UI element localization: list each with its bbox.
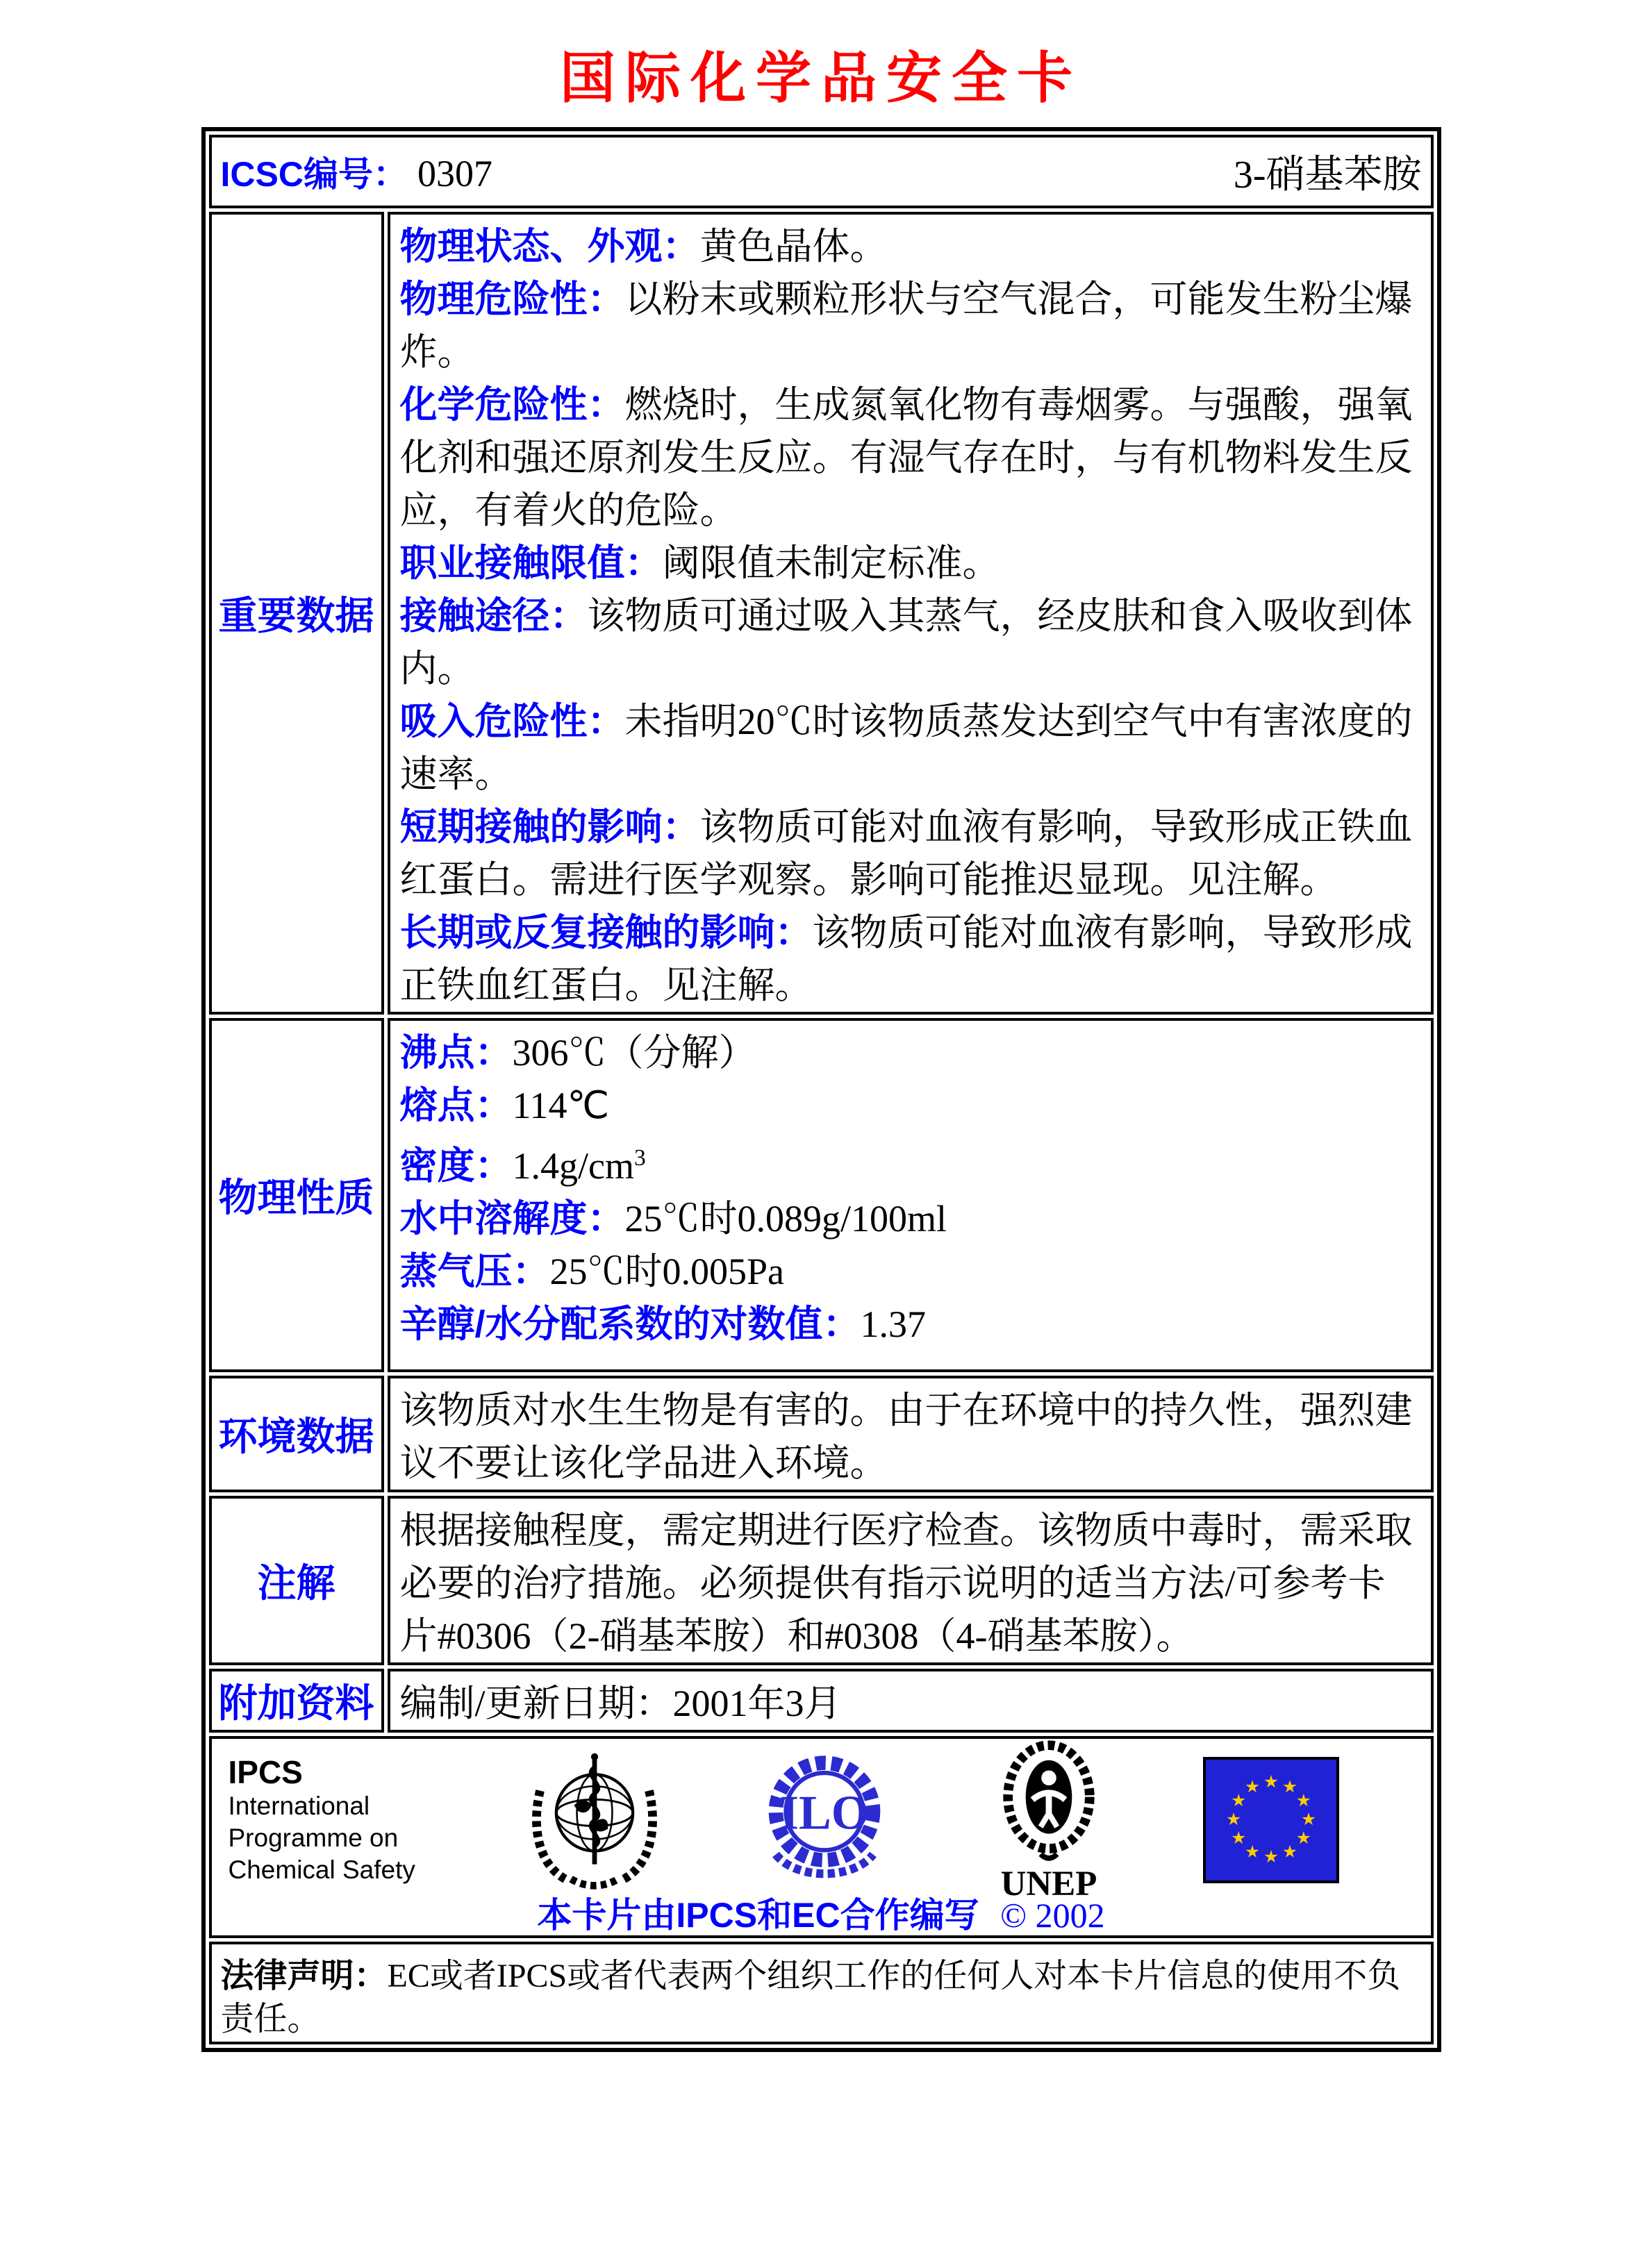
important-data-content (388, 212, 1434, 1015)
field-label: 密度： (399, 1145, 513, 1187)
logos-row (209, 1736, 1434, 1938)
field-octanol-water-coefficient (400, 1298, 1420, 1351)
credit-text: 本卡片由IPCS和EC合作编写 (537, 1896, 979, 1935)
field-value: 25℃时0.089g/100ml (624, 1198, 947, 1240)
field-value: 25℃时0.005Pa (549, 1251, 784, 1292)
ipcs-line-3: Chemical Safety (228, 1855, 415, 1884)
field-exposure-routes (400, 590, 1420, 695)
field-value: 该物质可通过吸入其蒸气，经皮肤和食入吸收到体内。 (399, 595, 1413, 690)
notes-row (209, 1496, 1434, 1665)
field-physical-state (400, 220, 1420, 273)
header-row (209, 135, 1434, 208)
ipcs-line-1: International (228, 1791, 370, 1820)
field-label: 接触途径： (399, 595, 588, 637)
field-value: 未指明20℃时该物质蒸发达到空气中有害浓度的速率。 (399, 701, 1413, 795)
ipcs-line-2: Programme on (228, 1823, 399, 1852)
safety-card-table (201, 127, 1441, 2052)
field-inhalation-risk (400, 695, 1420, 801)
eu-flag-icon (1202, 1756, 1341, 1885)
legal-cell (209, 1942, 1434, 2044)
field-value: 以粉末或颗粒形状与空气混合，可能发生粉尘爆炸。 (399, 278, 1413, 373)
icsc-number-group (221, 147, 492, 197)
field-label: 物理危险性： (399, 278, 625, 320)
copyright-text: © 2002 (1000, 1896, 1105, 1935)
who-emblem-icon (521, 1746, 668, 1894)
additional-info-text: 编制/更新日期：2001年3月 (399, 1683, 842, 1724)
field-label: 辛醇/水分配系数的对数值： (399, 1303, 861, 1345)
field-value: 该物质可能对血液有影响，导致形成正铁血红蛋白。见注解。 (399, 912, 1413, 1006)
field-label: 蒸气压： (399, 1251, 550, 1292)
field-value: 燃烧时，生成氮氧化物有毒烟雾。与强酸，强氧化剂和强还原剂发生反应。有湿气存在时，与有机物料发生反应，有着火的危险。 (399, 384, 1413, 531)
credit-line (212, 1895, 1431, 1935)
additional-info-row (209, 1669, 1434, 1733)
field-value: 该物质可能对血液有影响，导致形成正铁血红蛋白。需进行医学观察。影响可能推迟显现。见注解。 (399, 806, 1413, 901)
ilo-emblem-icon (753, 1749, 896, 1892)
environmental-data-text: 该物质对水生生物是有害的。由于在环境中的持久性，强烈建议不要让该化学品进入环境。 (399, 1390, 1413, 1484)
page-title: 国际化学品安全卡 (560, 47, 1082, 109)
row-label-physical-properties: 物理性质 (209, 1018, 384, 1372)
icsc-number: 0307 (417, 153, 492, 194)
physical-properties-content (388, 1018, 1434, 1372)
field-value: 1.37 (860, 1303, 927, 1345)
field-value: 306℃（分解） (512, 1032, 756, 1074)
field-label: 沸点： (399, 1032, 513, 1074)
field-value: 阈限值未制定标准。 (662, 542, 1000, 584)
field-value: 1.4g/cm (512, 1145, 634, 1187)
icsc-label: ICSC编号： (220, 155, 408, 194)
field-label: 短期接触的影响： (399, 806, 700, 848)
row-label-additional-info: 附加资料 (209, 1669, 384, 1733)
field-density (400, 1132, 1420, 1192)
field-label: 物理状态、外观： (399, 226, 700, 267)
ipcs-wordmark (229, 1754, 437, 1886)
field-value: 114℃ (512, 1085, 610, 1126)
field-label: 职业接触限值： (399, 542, 663, 584)
legal-text: EC或者IPCS或者代表两个组织工作的任何人对本卡片信息的使用不负责任。 (220, 1958, 1401, 2037)
legal-label: 法律声明： (220, 1958, 388, 1994)
ipcs-acronym: IPCS (228, 1753, 303, 1790)
field-long-term-effects (400, 906, 1420, 1012)
field-value: 黄色晶体。 (699, 226, 888, 267)
field-water-solubility (400, 1192, 1420, 1245)
field-label: 长期或反复接触的影响： (399, 912, 813, 953)
physical-properties-row (209, 1018, 1434, 1372)
field-occupational-limit (400, 537, 1420, 590)
field-boiling-point (400, 1026, 1420, 1079)
field-physical-danger (400, 273, 1420, 378)
field-chemical-danger (400, 378, 1420, 537)
row-label-important-data: 重要数据 (209, 212, 384, 1015)
row-label-environmental-data: 环境数据 (209, 1376, 384, 1492)
field-label: 化学危险性： (399, 384, 625, 426)
svg-text:ILO: ILO (779, 1785, 870, 1840)
unep-emblem-icon (981, 1737, 1117, 1903)
field-short-term-effects (400, 801, 1420, 906)
important-data-row (209, 212, 1434, 1015)
notes-content (388, 1496, 1434, 1665)
environmental-data-content (388, 1376, 1434, 1492)
field-label: 水中溶解度： (399, 1198, 625, 1240)
unep-wordmark: UNEP (1000, 1864, 1097, 1903)
logo-strip (212, 1739, 1431, 1903)
field-label: 吸入危险性： (399, 701, 625, 742)
field-vapor-pressure (400, 1245, 1420, 1298)
additional-info-content (388, 1669, 1434, 1733)
row-label-notes: 注解 (209, 1496, 384, 1665)
field-label: 熔点： (399, 1085, 513, 1126)
notes-text: 根据接触程度，需定期进行医疗检查。该物质中毒时，需采取必要的治疗措施。必须提供有指示说明的适当方法/可参考卡片#0306（2-硝基苯胺）和#0308（4-硝基苯胺）。 (399, 1510, 1413, 1657)
field-melting-point (400, 1079, 1420, 1132)
environmental-data-row (209, 1376, 1434, 1492)
chemical-name: 3-硝基苯胺 (1233, 153, 1422, 197)
legal-row (209, 1942, 1434, 2044)
logos-cell (209, 1736, 1434, 1938)
icsc-header-cell (209, 135, 1434, 208)
field-value-superscript: 3 (633, 1145, 646, 1171)
